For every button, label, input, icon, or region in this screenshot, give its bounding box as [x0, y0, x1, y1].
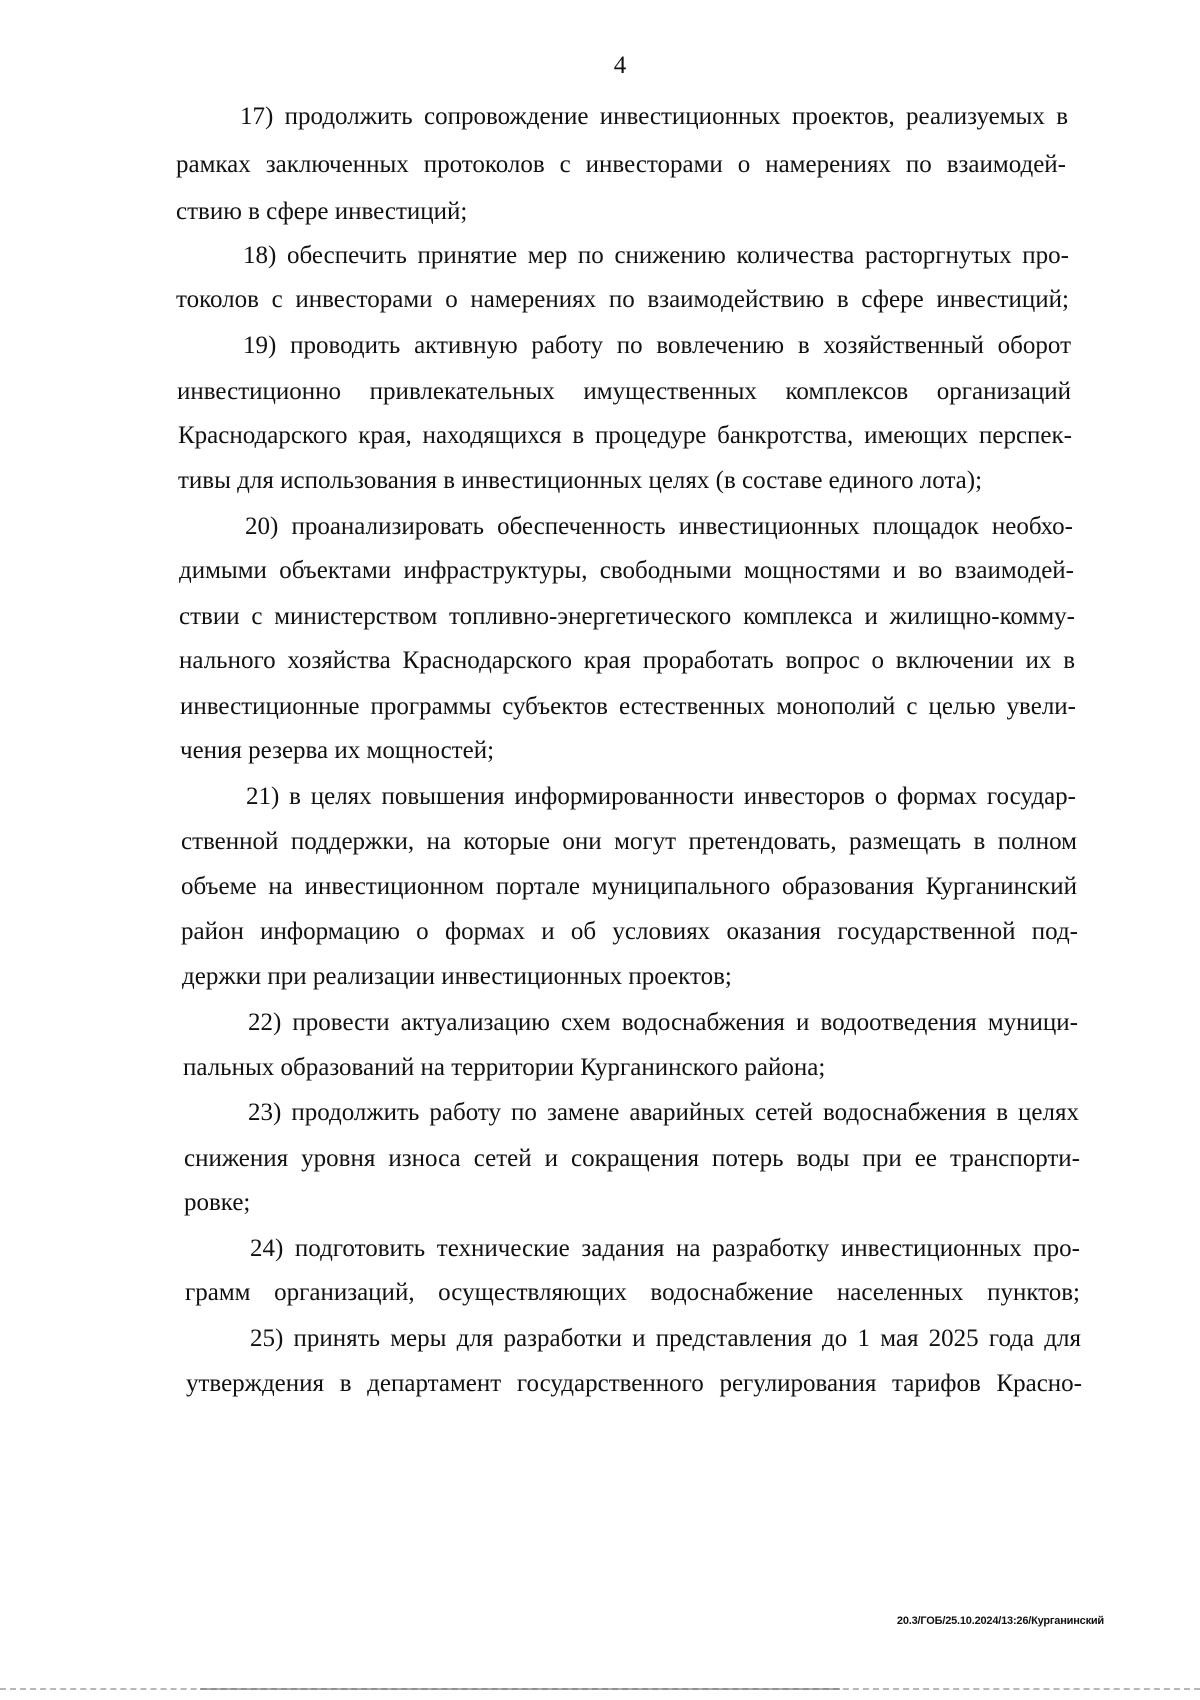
text-line: район информацию о формах и об условиях оказания государственной под- — [181, 918, 1078, 945]
text-line: ствию в сфере инвестиций; — [176, 198, 468, 225]
text-line: чения резерва их мощностей; — [180, 737, 495, 764]
text-line: нального хозяйства Краснодарского края проработать вопрос о включении их в — [179, 647, 1075, 674]
text-line: инвестиционно привлекательных имущественных комплексов организаций — [177, 378, 1071, 405]
text-line: Краснодарского края, находящихся в процедуре банкротства, имеющих перспек- — [178, 422, 1072, 449]
text-line: 25) принять меры для разработки и представления до 1 мая 2025 года для — [250, 1325, 1081, 1352]
text-line: тивы для использования в инвестиционных целях (в составе единого лота); — [178, 467, 983, 494]
text-line: токолов с инвесторами о намерениях по взаимодействию в сфере инвестиций; — [176, 286, 1069, 313]
text-line: 19) проводить активную работу по вовлечению в хозяйственный оборот — [243, 332, 1071, 359]
text-line: 20) проанализировать обеспеченность инвестиционных площадок необхо- — [245, 513, 1073, 540]
text-line: держки при реализации инвестиционных проектов; — [182, 963, 732, 990]
text-line: утверждения в департамент государственного регулирования тарифов Красно- — [186, 1370, 1082, 1397]
text-line: димыми объектами инфраструктуры, свободными мощностями и во взаимодей- — [179, 557, 1074, 584]
scan-edge-line — [200, 1688, 840, 1690]
text-line: инвестиционные программы субъектов естественных монополий с целью увели- — [180, 693, 1076, 720]
text-line: 23) продолжить работу по замене аварийных сетей водоснабжения в целях — [248, 1099, 1079, 1126]
text-line: ствии с министерством топливно-энергетического комплекса и жилищно-комму- — [179, 603, 1075, 630]
text-line: пальных образований на территории Курганинского района; — [183, 1054, 826, 1081]
text-line: ственной поддержки, на которые они могут претендовать, размещать в полном — [181, 828, 1077, 855]
text-line: снижения уровня износа сетей и сокращения потерь воды при ее транспорти- — [184, 1145, 1080, 1172]
text-line: грамм организаций, осуществляющих водоснабжение населенных пунктов; — [185, 1279, 1080, 1306]
text-line: рамках заключенных протоколов с инвесторами о намерениях по взаимодей- — [176, 151, 1066, 178]
text-line: 18) обеспечить принятие мер по снижению количества расторгнутых про- — [243, 242, 1069, 269]
text-line: 22) провести актуализацию схем водоснабжения и водоотведения муници- — [248, 1009, 1078, 1036]
text-line: 21) в целях повышения информированности инвесторов о формах государ- — [246, 783, 1076, 810]
text-line: ровке; — [184, 1189, 251, 1216]
text-line: 24) подготовить технические задания на разработку инвестиционных про- — [250, 1235, 1080, 1262]
document-registration-code: 20.3/ГОБ/25.10.2024/13:26/Курганинский — [896, 1615, 1104, 1627]
text-line: 17) продолжить сопровождение инвестиционных проектов, реализуемых в — [240, 103, 1068, 130]
text-line: объеме на инвестиционном портале муниципального образования Курганинский — [181, 873, 1077, 900]
page-number: 4 — [613, 52, 627, 79]
